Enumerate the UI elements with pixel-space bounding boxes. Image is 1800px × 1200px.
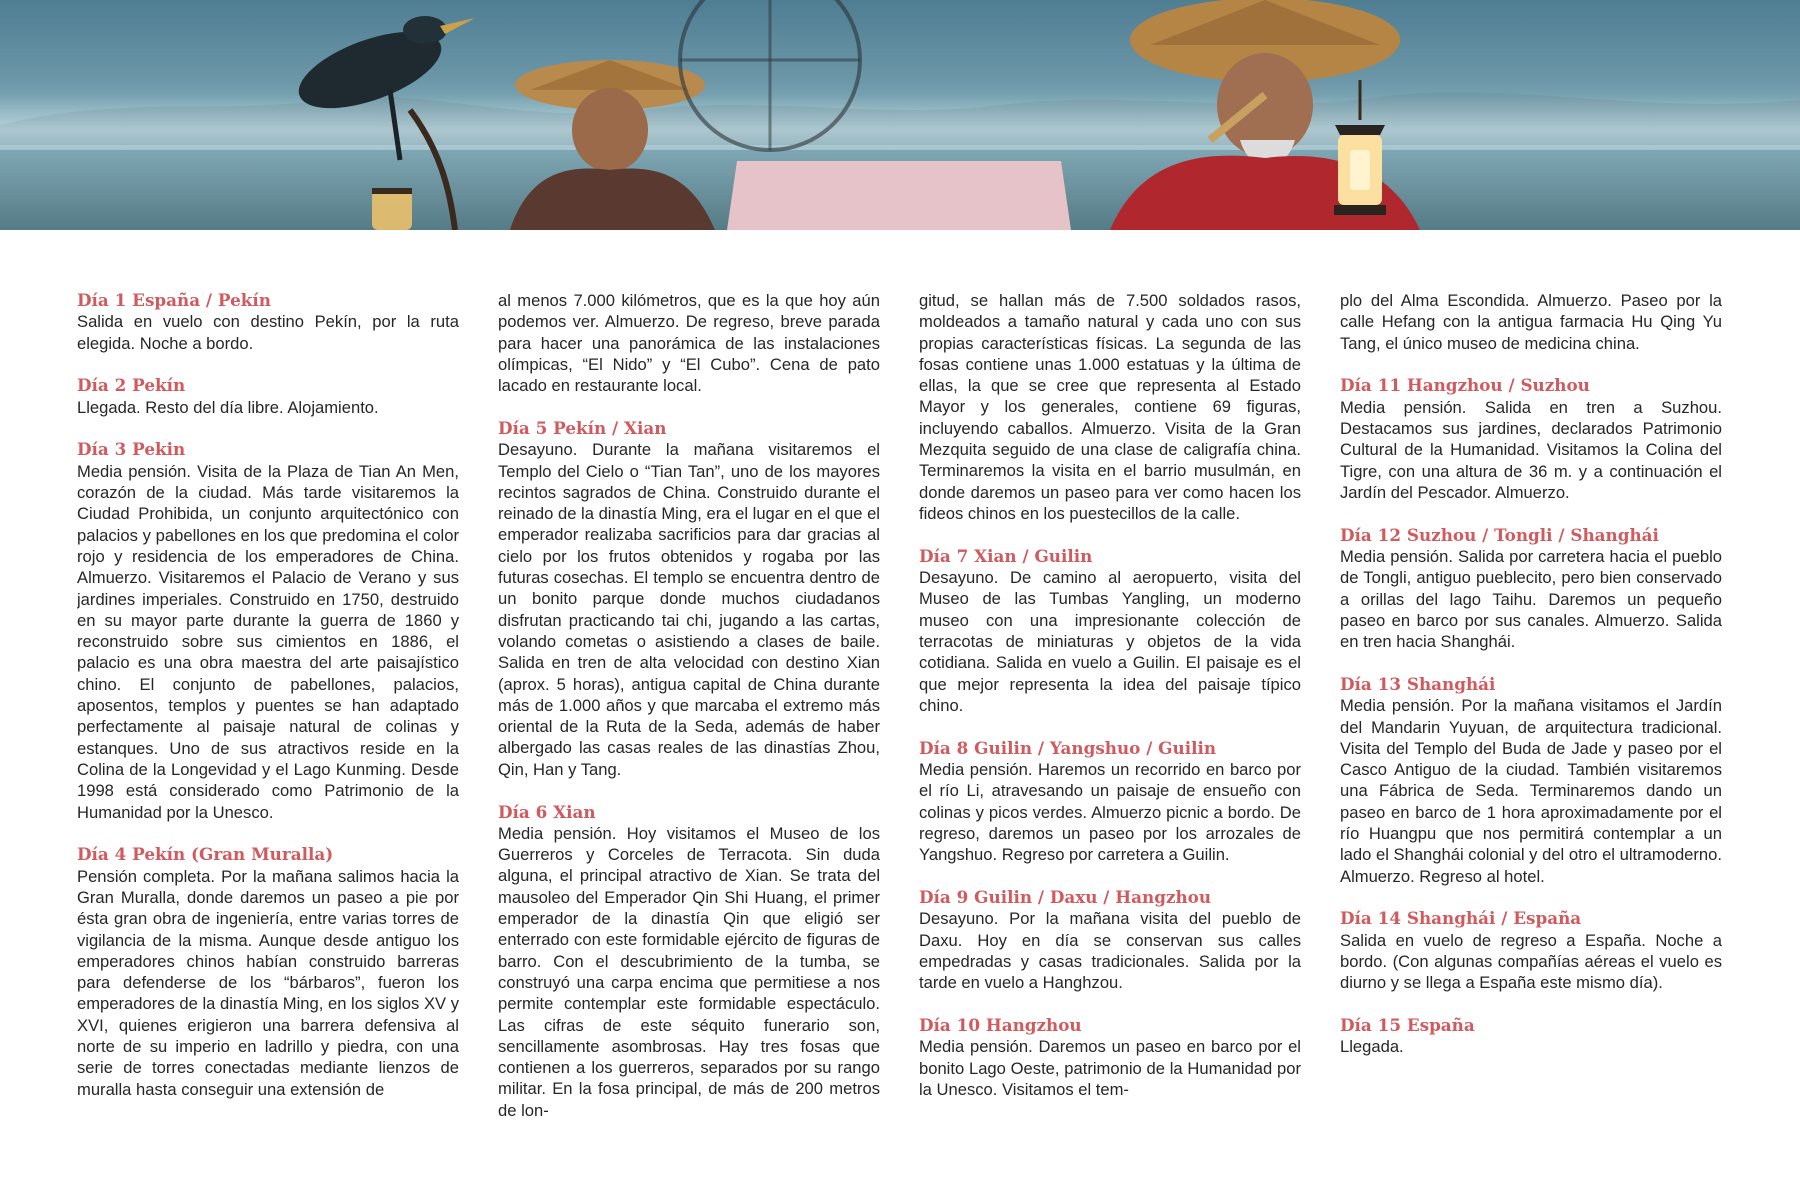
day-title: Día 7 Xian / Guilin bbox=[919, 545, 1093, 566]
day-3 bbox=[77, 439, 459, 822]
day-description: Desayuno. Por la mañana visita del pueblo de Daxu. Hoy en día se conservan sus calles empedradas y casas tradicionales. Salida por la tarde en vuelo a Hanghzou. bbox=[919, 909, 1301, 993]
day-8 bbox=[919, 738, 1301, 866]
day-title: Día 4 Pekín (Gran Muralla) bbox=[77, 844, 334, 865]
day-description-continued: plo del Alma Escondida. Almuerzo. Paseo por la calle Hefang con la antigua farmacia Hu Qing Yu Tang, el único museo de medicina china. bbox=[1340, 291, 1722, 353]
column-3 bbox=[919, 290, 1301, 1170]
day-description: Desayuno. Durante la mañana visitaremos el Templo del Cielo o “Tian Tan”, uno de los mayores recintos sagrados de China. Construido durante el reinado de la dinastía Ming, era el lugar en el que el emperador realizaba sacrificios para dar gracias al cielo por los frutos obtenidos y rogaba por las futuras cosechas. El templo se encuentra dentro de un bonito parque donde muchos ciudadanos disfrutan practicando tai chi, jugando a las cartas, volando cometas o asistiendo a clases de baile. Salida en tren de alta velocidad con destino Xian (aprox. 5 horas), antigua capital de China durante más de 1.000 años y que marcaba el extremo más oriental de la Ruta de la Seda, además de haber albergado las casas reales de las dinastías Zhou, Qin, Han y Tang. bbox=[498, 440, 880, 779]
day-title: Día 6 Xian bbox=[498, 801, 596, 822]
day-title: Día 15 España bbox=[1340, 1015, 1475, 1036]
day-description: Media pensión. Por la mañana visitamos el Jardín del Mandarin Yuyuan, de arquitectura tradicional. Visita del Templo del Buda de Jade y paseo por el Casco Antiguo de la ciudad. También visitaremos una Fábrica de Seda. Terminaremos dando un paseo en barco de 1 hora aproximadamente por el río Huangpu que nos permitirá contemplar a un lado el Shanghái colonial y del otro el ultramoderno. Almuerzo. Regreso al hotel. bbox=[1340, 696, 1722, 886]
day-title: Día 2 Pekín bbox=[77, 375, 186, 396]
day-11 bbox=[1340, 375, 1722, 503]
day-description: Desayuno. De camino al aeropuerto, visita del Museo de las Tumbas Yangling, un moderno museo con una impresionante colección de terracotas de miniaturas y objetos de la vida cotidiana. Salida en vuelo a Guilin. El paisaje es el que mejor representa la idea del paisaje típico chino. bbox=[919, 568, 1301, 715]
day-5 bbox=[498, 418, 880, 780]
day-title: Día 5 Pekín / Xian bbox=[498, 417, 667, 438]
day-description: Media pensión. Visita de la Plaza de Tian An Men, corazón de la ciudad. Más tarde visitaremos la Ciudad Prohibida, un conjunto arquitectónico con palacios y pabellones en los que predomina el color rojo y residencia de los emperadores de China. Almuerzo. Visitaremos el Palacio de Verano y sus jardines imperiales. Construido en 1750, destruido en su mayor parte durante la guerra de 1860 y reconstruido sobre sus cimientos en 1886, el palacio es una obra maestra del arte paisajístico chino. El conjunto de pabellones, palacios, aposentos, templos y puentes se han adaptado perfectamente al paisaje natural de colinas y estanques. Uno de sus atractivos reside en la Colina de la Longevidad y el Lago Kunming. Desde 1998 está considerado como Patrimonio de la Humanidad por la Unesco. bbox=[77, 461, 459, 822]
itinerary-columns bbox=[77, 290, 1727, 1170]
day-title: Día 12 Suzhou / Tongli / Shanghái bbox=[1340, 524, 1659, 545]
day-description: Media pensión. Haremos un recorrido en barco por el río Li, atravesando un paisaje de ensueño con colinas y picos verdes. Almuerzo picnic a bordo. De regreso, daremos un paseo por los arrozales de Yangshuo. Regreso por carretera a Guilin. bbox=[919, 759, 1301, 865]
column-4 bbox=[1340, 290, 1722, 1170]
day-title: Día 9 Guilin / Daxu / Hangzhou bbox=[919, 886, 1212, 907]
day-description: Llegada. bbox=[1340, 1037, 1404, 1057]
day-description: Salida en vuelo de regreso a España. Noche a bordo. (Con algunas compañías aéreas el vuelo es diurno y se llega a España este mismo día). bbox=[1340, 930, 1722, 993]
day-description: Media pensión. Salida en tren a Suzhou. Destacamos sus jardines, declarados Patrimonio Cultural de la Humanidad. Visitamos la Colina del Tigre, con una altura de 36 m. y a continuación el Jardín del Pescador. Almuerzo. bbox=[1340, 397, 1722, 502]
day-title: Día 13 Shanghái bbox=[1340, 673, 1496, 694]
day-description: Media pensión. Salida por carretera hacia el pueblo de Tongli, antiguo pueblecito, pero bien conservado a orillas del lago Taihu. Daremos un pequeño paseo en barco por sus canales. Almuerzo. Salida en tren hacia Shanghái. bbox=[1340, 546, 1722, 652]
hero-photo-banner bbox=[0, 0, 1800, 230]
day-title: Día 10 Hangzhou bbox=[919, 1014, 1082, 1035]
day-title: Día 11 Hangzhou / Suzhou bbox=[1340, 375, 1590, 396]
day-2 bbox=[77, 375, 459, 418]
day-title: Día 1 España / Pekín bbox=[77, 290, 271, 310]
day-4 bbox=[77, 844, 459, 1100]
day-1 bbox=[77, 290, 459, 354]
day-15 bbox=[1340, 1015, 1722, 1058]
day-description: Salida en vuelo con destino Pekín, por la ruta elegida. Noche a bordo. bbox=[77, 312, 459, 353]
day-description: Media pensión. Daremos un paseo en barco por el bonito Lago Oeste, patrimonio de la Humanidad por la Unesco. Visitamos el tem- bbox=[919, 1037, 1301, 1099]
day-12 bbox=[1340, 525, 1722, 653]
day-description: Llegada. Resto del día libre. Alojamiento. bbox=[77, 397, 379, 417]
column-2 bbox=[498, 290, 880, 1170]
day-description-continued: gitud, se hallan más de 7.500 soldados rasos, moldeados a tamaño natural y cada uno con sus propias características físicas. La segunda de las fosas contiene unas 1.000 estatuas y la última de ellas, la que se cree que representa al Estado Mayor y los generales, contiene 69 figuras, incluyendo caballos. Almuerzo. Visita de la Gran Mezquita seguido de una clase de caligrafía china. Terminaremos la visita en el barrio musulmán, en donde daremos un paseo para ver como hacen los fideos chinos en los puestecillos de la calle. bbox=[919, 291, 1301, 523]
day-13 bbox=[1340, 674, 1722, 887]
day-14 bbox=[1340, 908, 1722, 993]
day-9 bbox=[919, 887, 1301, 993]
day-description: Pensión completa. Por la mañana salimos hacia la Gran Muralla, donde daremos un paseo a pie por ésta gran obra de ingeniería, entre varias torres de vigilancia de la misma. Aunque desde antiguo los emperadores chinos habían construido barreras para defenderse de los “bárbaros”, fueron los emperadores de la dinastía Ming, en los siglos XV y XVI, quienes erigieron una barrera defensiva al norte de su imperio en ladrillo y piedra, con una serie de torres conectadas mediante lienzos de muralla hasta conseguir una extensión de bbox=[77, 866, 459, 1099]
day-10 bbox=[919, 1015, 1301, 1100]
day-6 bbox=[498, 802, 880, 1121]
day-title: Día 14 Shanghái / España bbox=[1340, 908, 1582, 929]
day-7 bbox=[919, 546, 1301, 716]
day-title: Día 3 Pekin bbox=[77, 439, 186, 460]
day-description: Media pensión. Hoy visitamos el Museo de los Guerreros y Corceles de Terracota. Sin duda alguna, el principal atractivo de Xian. Se trata del mausoleo del Emperador Qin Shi Huang, el primer emperador de la dinastía Qin que eligió ser enterrado con este formidable ejército de figuras de barro. Con el descubrimiento de la tumba, se construyó una carpa encima que permitiese a nos permite contemplar este formidable espectáculo. Las cifras de este séquito funerario son, sencillamente asombrosas. Hay tres fosas que contienen a los guerreros, separados por su rango militar. En la fosa principal, de más de 200 metros de lon- bbox=[498, 823, 880, 1120]
day-title: Día 8 Guilin / Yangshuo / Guilin bbox=[919, 737, 1217, 758]
lantern-right-illustration bbox=[1320, 80, 1400, 230]
column-1 bbox=[77, 290, 459, 1170]
pink-tab-decoration bbox=[727, 161, 1071, 230]
lantern-left-illustration bbox=[362, 180, 422, 230]
day-description-continued: al menos 7.000 kilómetros, que es la que hoy aún podemos ver. Almuerzo. De regreso, breve parada para hacer una panorámica de las instalaciones olímpicas, “El Nido” y “El Cubo”. Cena de pato lacado en restaurante local. bbox=[498, 291, 880, 396]
